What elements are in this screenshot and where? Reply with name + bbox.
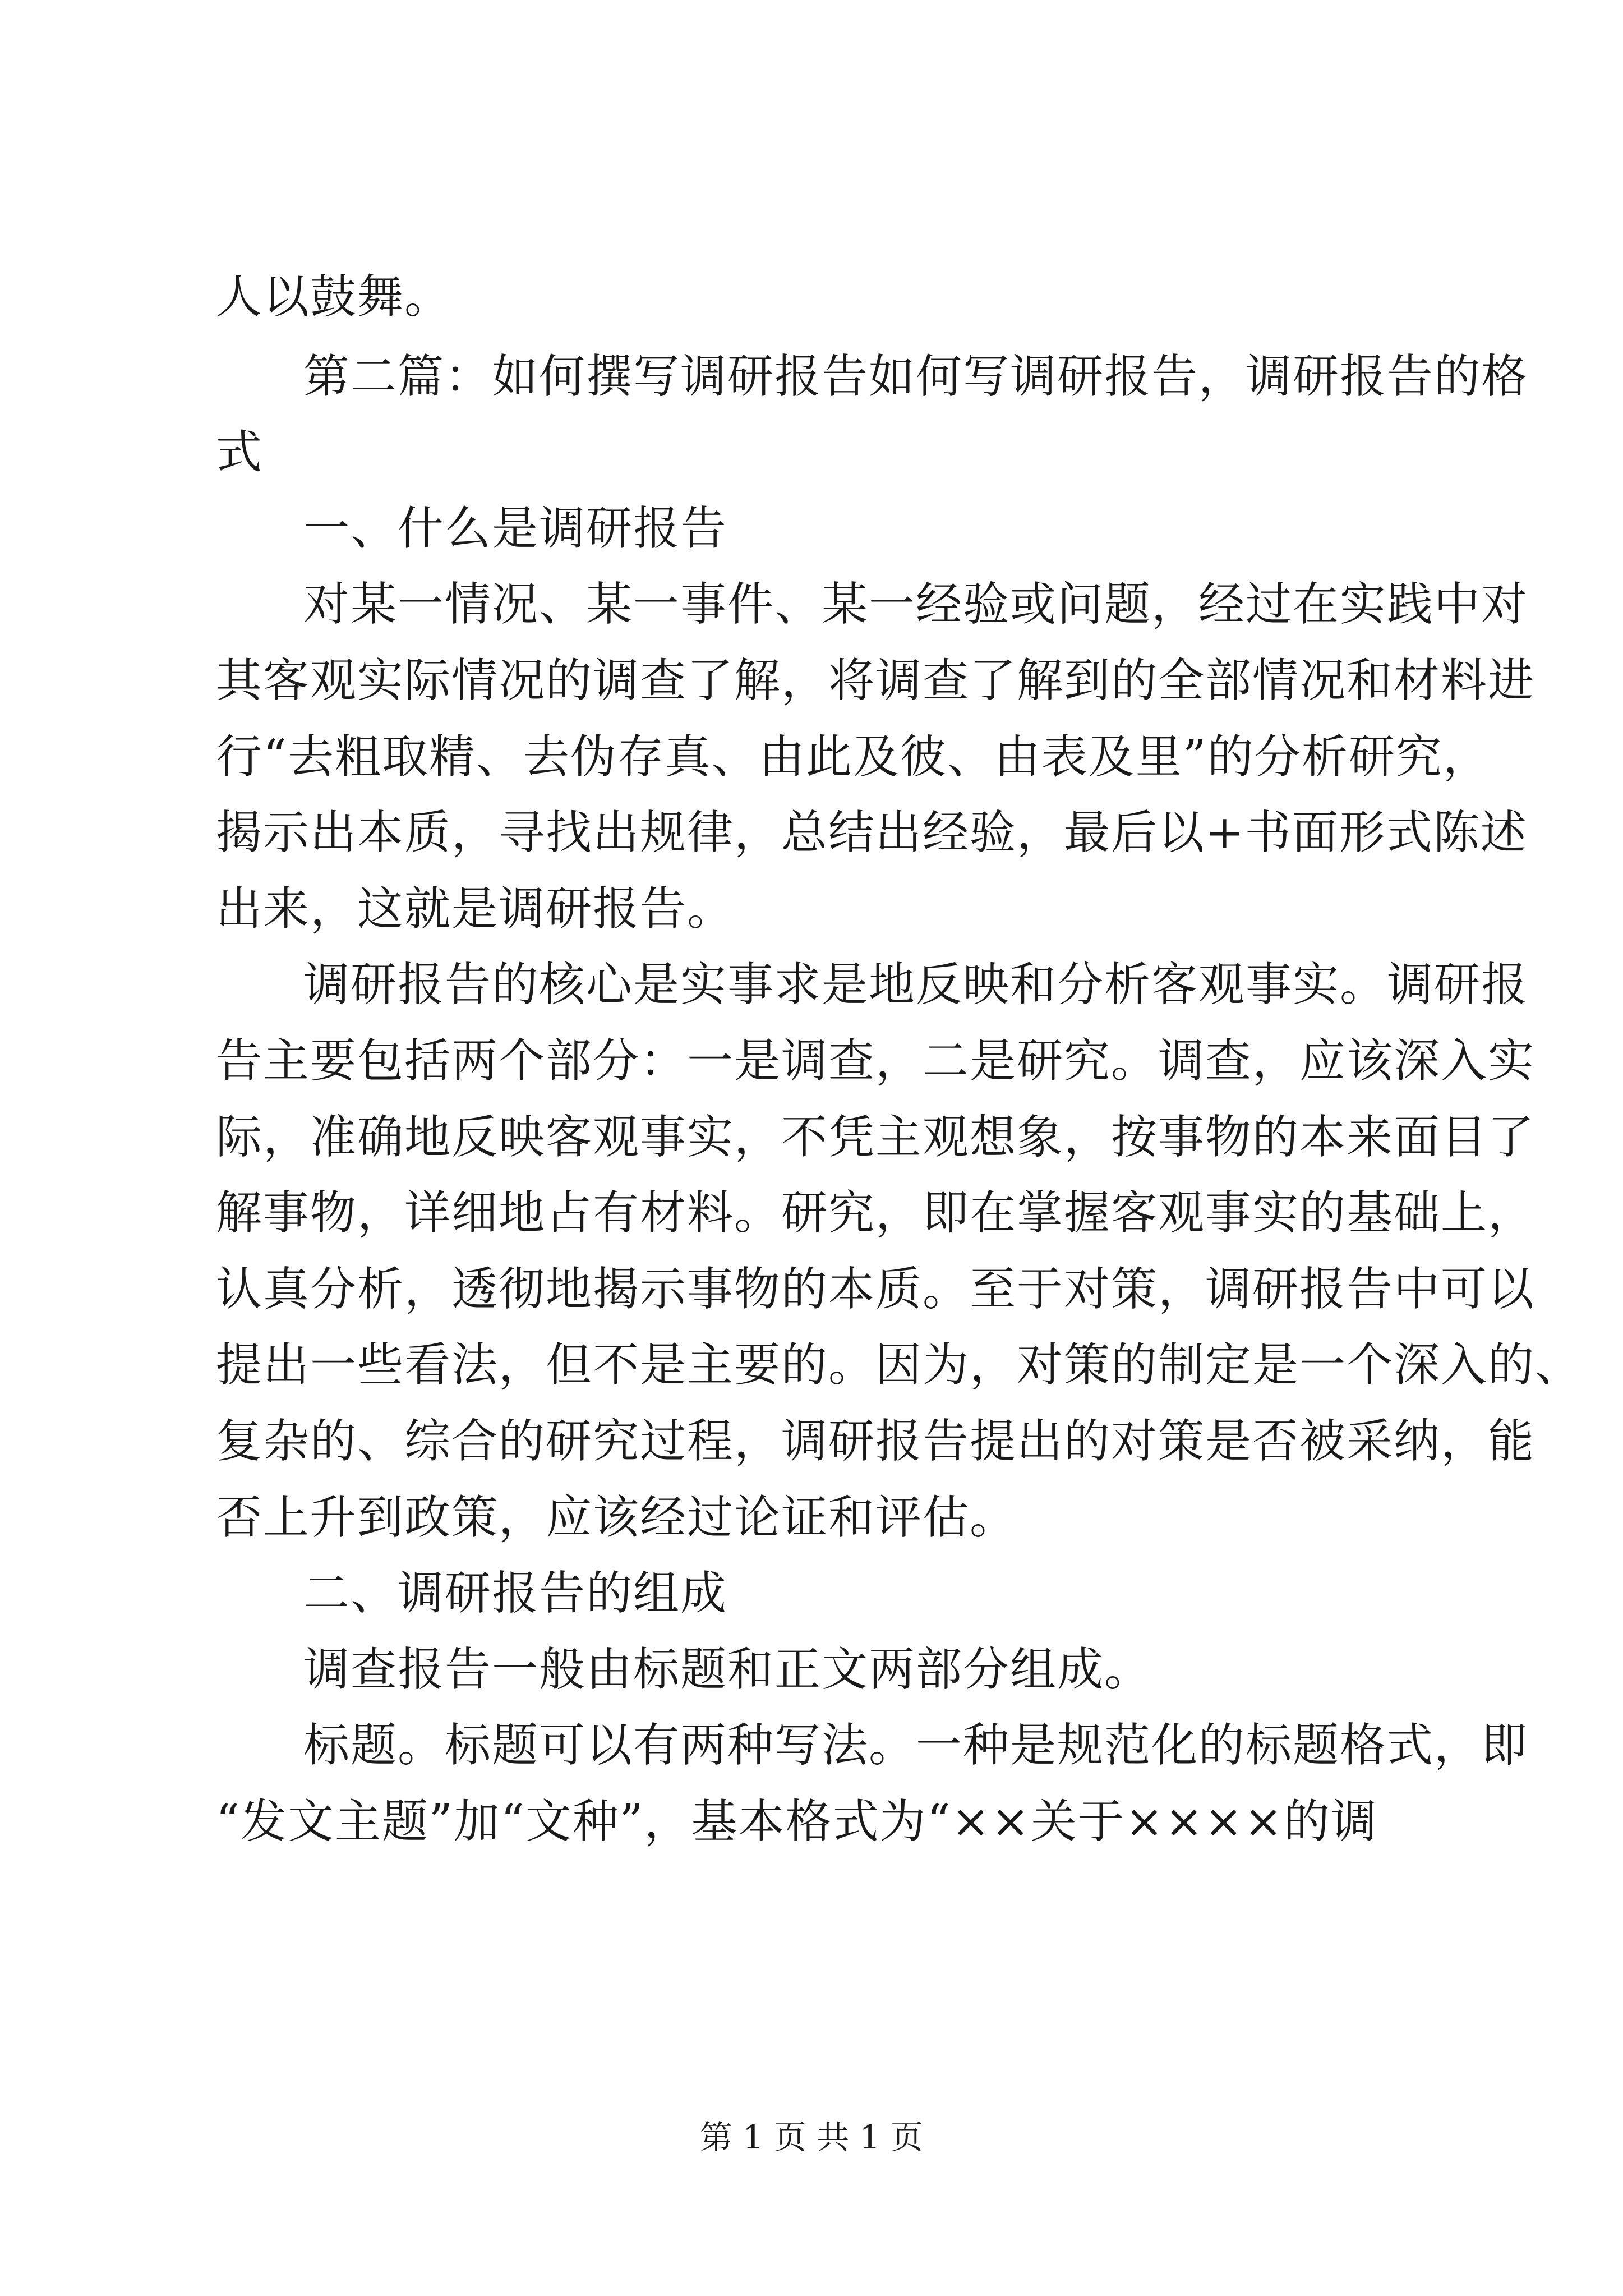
text-line: 认真分析，透彻地揭示事物的本质。至于对策，调研报告中可以 (216, 1263, 1536, 1316)
page-footer: 第 1 页 共 1 页 (700, 2118, 923, 2156)
text-line: 其客观实际情况的调查了解，将调查了解到的全部情况和材料进 (216, 654, 1536, 707)
text-line: 际，准确地反映客观事实，不凭主观想象，按事物的本来面目了 (216, 1111, 1536, 1164)
text-line: 提出一些看法，但不是主要的。因为，对策的制定是一个深入的、 (216, 1338, 1583, 1392)
text-line: 揭示出本质，寻找出规律，总结出经验，最后以+书面形式陈述 (216, 806, 1528, 859)
text-line: 出来，这就是调研报告。 (216, 882, 735, 936)
text-line: 标题。标题可以有两种写法。一种是规范化的标题格式，即 (303, 1719, 1529, 1772)
section-heading-part-two: 第二篇：如何撰写调研报告如何写调研报告，调研报告的格 (303, 350, 1529, 403)
heading-what-is-research-report: 一、什么是调研报告 (303, 502, 728, 555)
text-line: 调查报告一般由标题和正文两部分组成。 (303, 1643, 1152, 1696)
text-line: 人以鼓舞。 (216, 270, 452, 324)
text-line: 行“去粗取精、去伪存真、由此及彼、由表及里”的分析研究， (216, 730, 1490, 784)
text-line: 复杂的、综合的研究过程，调研报告提出的对策是否被采纳，能 (216, 1415, 1536, 1468)
heading-report-composition: 二、调研报告的组成 (303, 1567, 728, 1620)
text-line: “发文主题”加“文种”，基本格式为“××关于××××的调 (216, 1795, 1378, 1848)
text-line: 调研报告的核心是实事求是地反映和分析客观事实。调研报 (303, 958, 1529, 1011)
text-line: 否上升到政策，应该经过论证和评估。 (216, 1491, 1017, 1544)
text-line: 告主要包括两个部分：一是调查，二是研究。调查，应该深入实 (216, 1034, 1536, 1088)
text-line: 解事物，详细地占有材料。研究，即在掌握客观事实的基础上， (216, 1186, 1536, 1240)
text-line: 对某一情况、某一事件、某一经验或问题，经过在实践中对 (303, 578, 1529, 631)
text-line: 式 (216, 426, 264, 479)
